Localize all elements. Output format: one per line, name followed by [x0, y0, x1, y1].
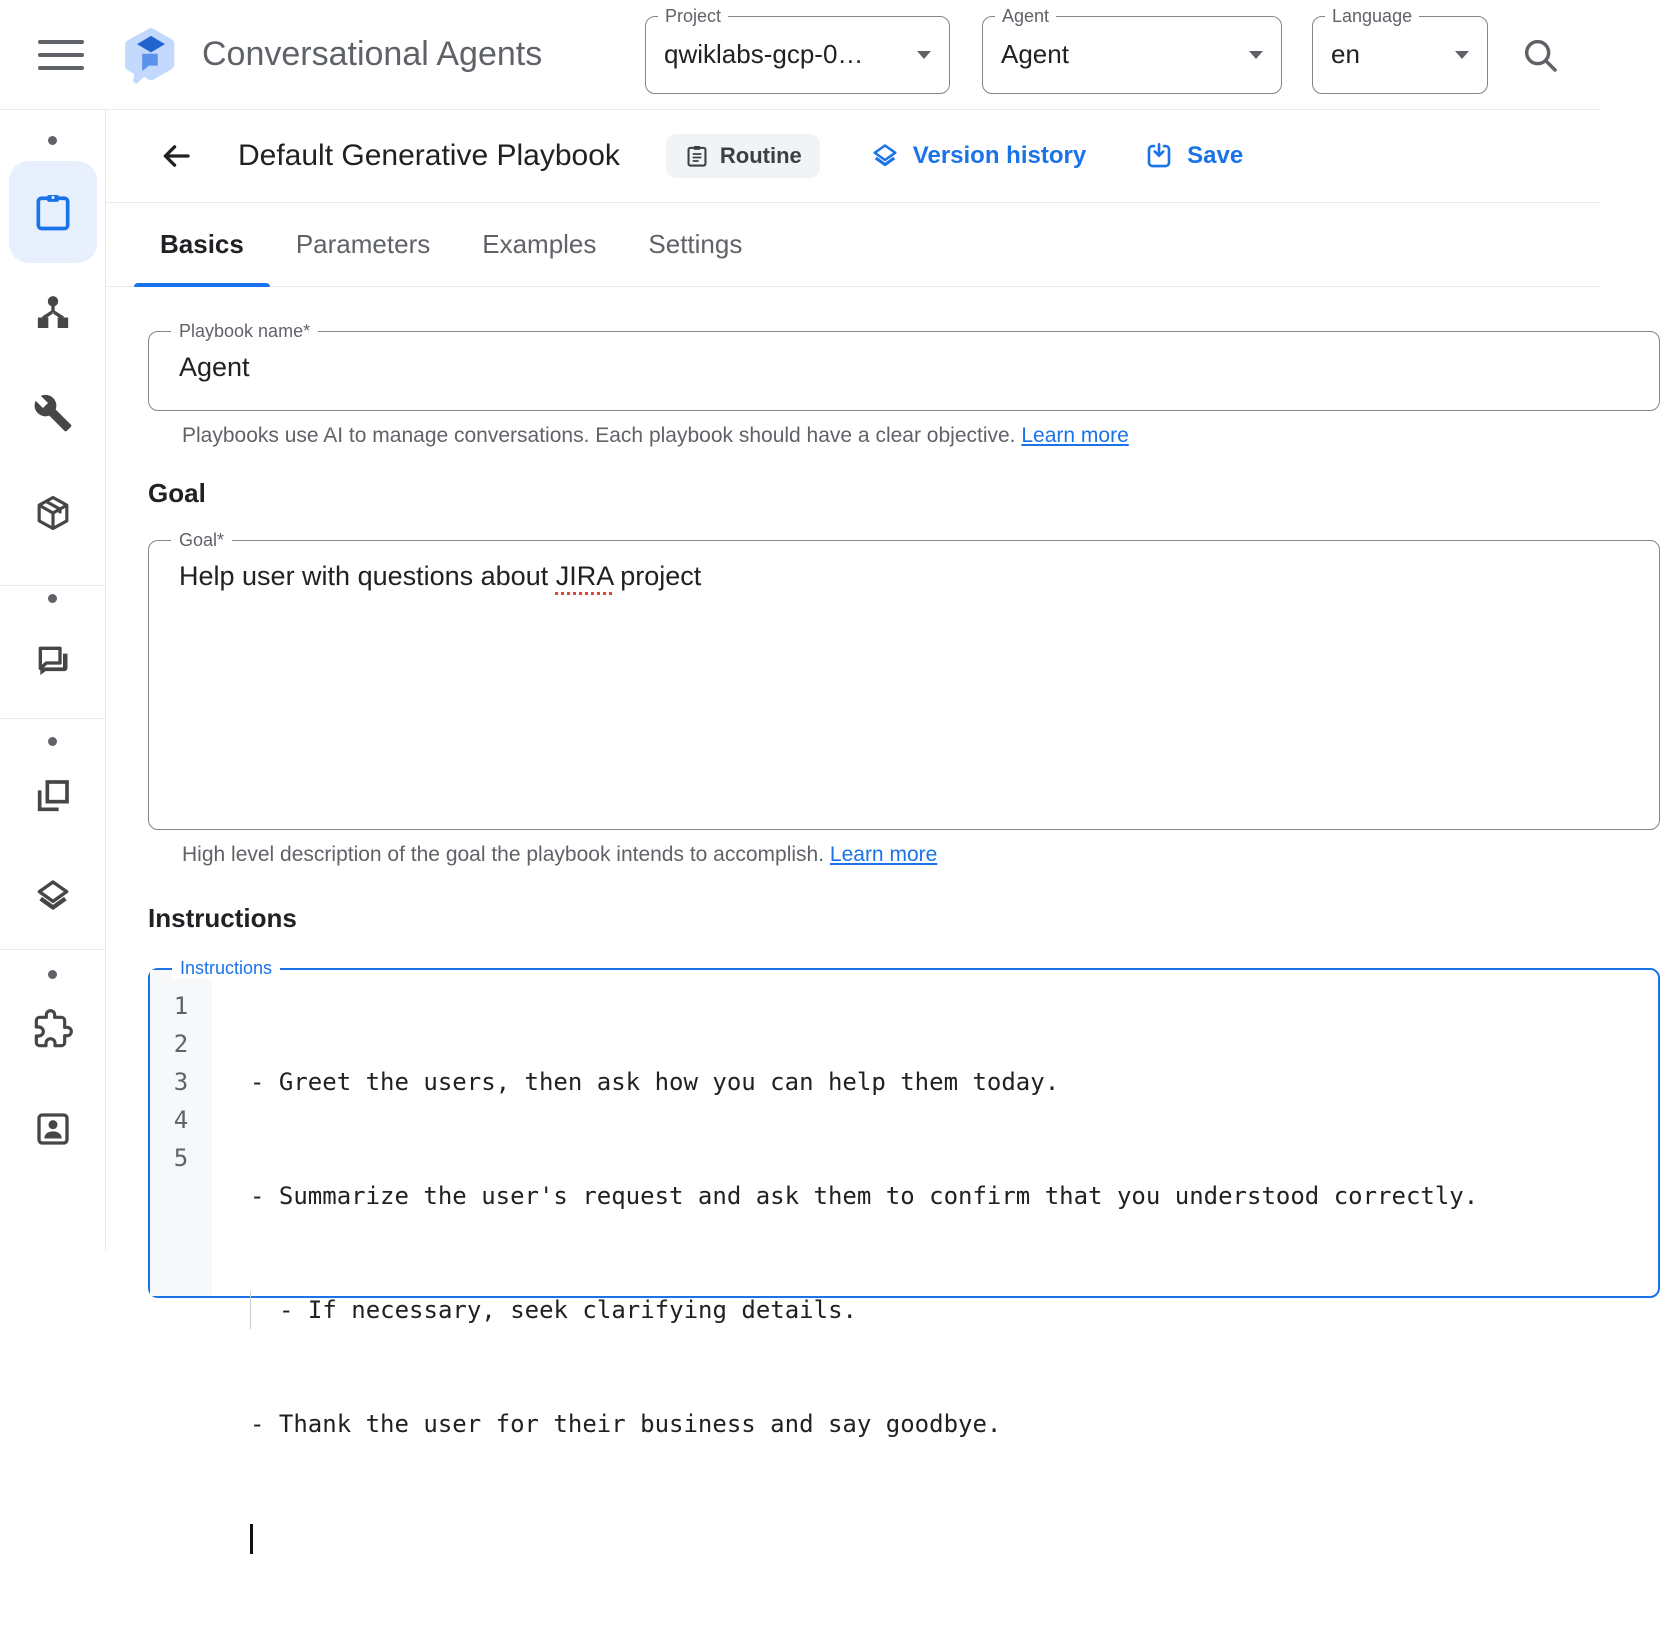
playbook-name-helper-text: Playbooks use AI to manage conversations. Each playbook should have a clear objective. — [182, 424, 1016, 447]
goal-value-text: project — [612, 561, 702, 591]
goal-section-heading: Goal — [148, 478, 206, 508]
tab-basics[interactable]: Basics — [134, 203, 270, 286]
sidebar-item-conversations[interactable] — [0, 611, 105, 711]
code-line[interactable] — [250, 1177, 1658, 1215]
section-dot-icon — [48, 970, 57, 979]
conversational-agents-logo — [120, 24, 182, 86]
line-number: 2 — [173, 1030, 189, 1058]
text-cursor — [250, 1524, 253, 1554]
code-line[interactable] — [250, 1405, 1658, 1443]
sidebar-item-account[interactable] — [0, 1079, 105, 1179]
language-dropdown-value: en — [1331, 39, 1360, 69]
section-dot-icon — [48, 136, 57, 145]
sidebar-item-tools[interactable] — [0, 363, 105, 463]
chat-bubbles-icon — [33, 641, 73, 681]
indent-guide — [250, 1291, 279, 1329]
playbook-name-label: Playbook name* — [171, 320, 318, 342]
account-box-icon — [33, 1109, 73, 1149]
goal-value-text: Help user with questions about — [179, 561, 556, 591]
goal-value-spellcheck-word: JIRA — [555, 561, 613, 591]
hamburger-menu-icon[interactable] — [38, 40, 84, 70]
code-line-text: - If necessary, seek clarifying details. — [279, 1296, 857, 1324]
playbook-tabs — [106, 203, 1600, 287]
routine-badge — [666, 134, 820, 178]
code-line[interactable] — [250, 1063, 1658, 1101]
chevron-down-icon — [1455, 51, 1469, 59]
version-history-button[interactable] — [870, 141, 1086, 171]
editor-line-numbers — [150, 970, 212, 1296]
line-number: 5 — [173, 1144, 189, 1172]
save-icon — [1144, 141, 1174, 171]
sidebar-section-manage — [0, 719, 105, 950]
save-label: Save — [1187, 142, 1244, 169]
agent-dropdown-value: Agent — [1001, 39, 1069, 69]
code-line[interactable] — [250, 1291, 1658, 1329]
sidebar — [0, 110, 106, 1251]
agent-dropdown-label: Agent — [995, 6, 1056, 26]
sitemap-icon — [33, 293, 73, 333]
save-button[interactable] — [1144, 141, 1243, 171]
version-history-label: Version history — [912, 142, 1087, 169]
sidebar-section-settings — [0, 950, 105, 1251]
code-line-text: - Summarize the user's request and ask them to confirm that you understood correctly. — [250, 1182, 1479, 1210]
page-title: Default Generative Playbook — [238, 139, 620, 172]
chevron-down-icon — [917, 51, 931, 59]
puzzle-icon — [33, 1009, 73, 1049]
line-number: 4 — [173, 1106, 189, 1134]
sidebar-item-flows[interactable] — [0, 263, 105, 363]
goal-helper — [182, 843, 1600, 867]
tab-examples[interactable]: Examples — [482, 229, 597, 259]
app-header — [0, 0, 1600, 110]
clipboard-icon — [31, 190, 75, 234]
playbook-toolbar — [106, 110, 1600, 203]
stacked-squares-icon — [33, 776, 73, 816]
project-dropdown[interactable] — [645, 5, 950, 94]
package-icon — [33, 493, 73, 533]
learn-more-link[interactable]: Learn more — [829, 843, 938, 866]
code-line[interactable] — [250, 1519, 1658, 1557]
project-dropdown-label: Project — [658, 6, 728, 26]
instructions-editor[interactable] — [148, 958, 1660, 1438]
section-dot-icon — [48, 737, 57, 746]
tab-settings[interactable]: Settings — [648, 229, 743, 259]
playbook-name-field[interactable] — [148, 321, 1660, 411]
routine-badge-label: Routine — [719, 143, 802, 168]
goal-field[interactable] — [148, 530, 1660, 830]
sidebar-item-packages[interactable] — [0, 463, 105, 563]
tab-parameters[interactable]: Parameters — [295, 229, 431, 259]
chevron-down-icon — [1249, 51, 1263, 59]
playbook-name-value: Agent — [179, 352, 250, 382]
instructions-section-heading: Instructions — [148, 903, 297, 933]
sidebar-item-playbooks[interactable] — [9, 161, 97, 263]
instructions-label: Instructions — [172, 957, 280, 979]
goal-helper-text: High level description of the goal the playbook intends to accomplish. — [182, 843, 825, 866]
back-button[interactable] — [158, 138, 194, 174]
agent-dropdown[interactable] — [982, 5, 1282, 94]
line-number: 3 — [173, 1068, 189, 1096]
line-number: 1 — [173, 992, 189, 1020]
wrench-icon — [33, 393, 73, 433]
sidebar-section-build — [0, 110, 105, 586]
goal-label: Goal* — [171, 529, 232, 551]
code-line-text: - Thank the user for their business and say goodbye. — [250, 1410, 1002, 1438]
back-arrow-icon — [159, 139, 193, 173]
sidebar-item-versions[interactable] — [0, 846, 105, 946]
learn-more-link[interactable]: Learn more — [1021, 424, 1129, 447]
project-dropdown-value: qwiklabs-gcp-0… — [664, 39, 864, 69]
code-line-text: - Greet the users, then ask how you can help them today. — [250, 1068, 1060, 1096]
language-dropdown-label: Language — [1325, 6, 1419, 26]
language-dropdown[interactable] — [1312, 5, 1488, 94]
clipboard-icon — [684, 143, 710, 169]
layers-icon — [870, 141, 900, 171]
editor-code-area[interactable] — [212, 970, 1658, 1438]
app-title: Conversational Agents — [202, 35, 543, 73]
layers-icon — [33, 876, 73, 916]
search-icon[interactable] — [1520, 35, 1560, 75]
sidebar-item-pages[interactable] — [0, 746, 105, 846]
playbook-name-helper — [182, 424, 1600, 448]
sidebar-section-conversations — [0, 586, 105, 719]
basics-tab-content — [106, 321, 1600, 1438]
section-dot-icon — [48, 594, 57, 603]
sidebar-item-integrations[interactable] — [0, 979, 105, 1079]
main-content — [106, 110, 1600, 1438]
instructions-editor-body[interactable] — [150, 970, 1658, 1438]
goal-value — [149, 541, 1659, 592]
